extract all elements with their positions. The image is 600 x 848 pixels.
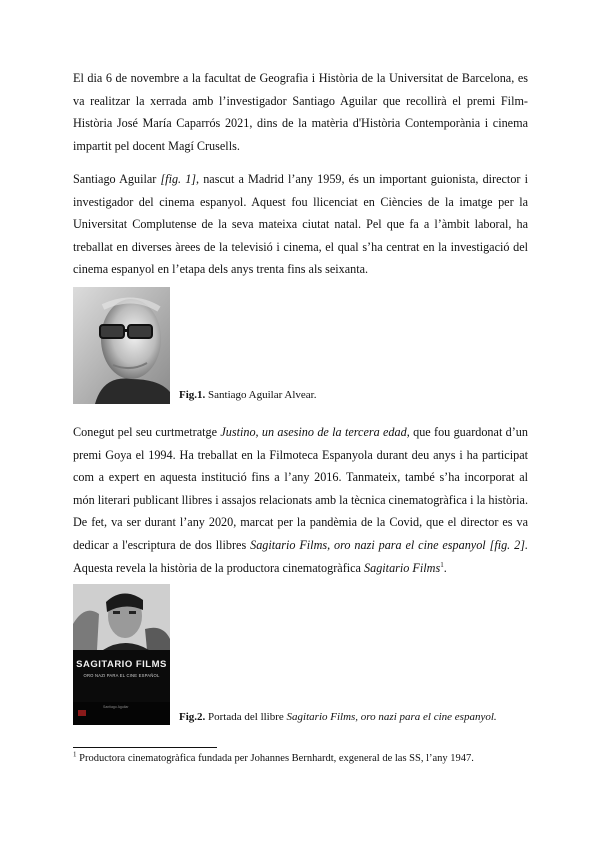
- cover-title: SAGITARIO FILMS: [76, 659, 167, 670]
- paragraph-career: [73, 421, 528, 579]
- figure2-caption: [179, 711, 497, 724]
- figure1-caption: [179, 389, 316, 402]
- cover-artwork: [73, 584, 170, 725]
- book-title: Sagitario Films, oro nazi para el cine espanyol: [250, 537, 486, 552]
- company-name: Sagitario Films: [364, 560, 441, 575]
- cover-subtitle: ORO NAZI PARA EL CINE ESPAÑOL: [83, 673, 160, 678]
- career-text-1: Conegut pel seu curtmetratge: [73, 425, 221, 439]
- paragraph-intro: El dia 6 de novembre a la facultat de Geografia i Història de la Universitat de Barcelona, es va realitzar la xerrada amb l’investigador Santiago Aguilar que recollirà el premi Film-Història José María Caparrós 2021, dins de la matèria d'Història Contemporània i cinema impartit pel docent Magí Crusells.: [73, 71, 528, 153]
- portrait-image: [73, 287, 170, 404]
- short-film-title: Justino, un asesino de la tercera edad: [220, 425, 407, 439]
- bio-lead: Santiago Aguilar: [73, 172, 161, 186]
- footnote-number: 1: [73, 750, 77, 759]
- fig2-reference: [fig. 2].: [485, 537, 528, 552]
- figure1-label: Fig.1.: [179, 389, 206, 401]
- figure1-text: Santiago Aguilar Alvear.: [205, 389, 317, 401]
- bio-rest: , nascut a Madrid l’any 1959, és un important guionista, director i investigador del cinema espanyol. Aquest fou llicenciat en Ciències de la imatge per la Universitat Complutense de la seva mateixa ciutat natal. Pel que fa a l’àmbit laboral, ha treballat en diverses àrees de la televisió i cinema, el qual s’ha centrat en la investigació del cinema espanyol en l’etapa dels anys trenta fins als seixanta.: [73, 172, 528, 277]
- career-text-3: Aquesta revela la història de la productora cinematogràfica: [73, 560, 365, 575]
- fig1-reference: [fig. 1]: [160, 172, 197, 186]
- paragraph-biography: [73, 168, 528, 281]
- footnote-divider: [73, 747, 217, 748]
- santiago-aguilar-photo: [73, 287, 170, 404]
- figure2-label: Fig.2.: [179, 711, 206, 723]
- figure2-text-title: Sagitario Films, oro nazi para el cine espanyol.: [286, 711, 497, 723]
- cover-author: Santiago Aguilar: [103, 705, 129, 709]
- figure2-text-prefix: Portada del llibre: [205, 711, 287, 723]
- footnote-mark[interactable]: 1: [440, 560, 444, 569]
- footnote: [73, 752, 474, 766]
- career-end: .: [443, 560, 447, 575]
- book-cover-image: [73, 584, 170, 725]
- career-text-2: , que fou guardonat d’un premi Goya el 1994. Ha treballat en la Filmoteca Espanyola durant deu anys i ha participat com a expert en aquesta institució fins a l’any 2016. Tanmateix, també s’ha incorporat al món literari publicant llibres i assajos relacionats amb la tècnica cinematogràfica i la història. De fet, va ser durant l’any 2020, marcat per la pandèmia de la Covid, que el director es va dedicar a l'escriptura de dos llibres: [73, 425, 528, 552]
- footnote-text: Productora cinematogràfica fundada per Johannes Bernhardt, exgeneral de las SS, l’any 1947.: [76, 753, 474, 764]
